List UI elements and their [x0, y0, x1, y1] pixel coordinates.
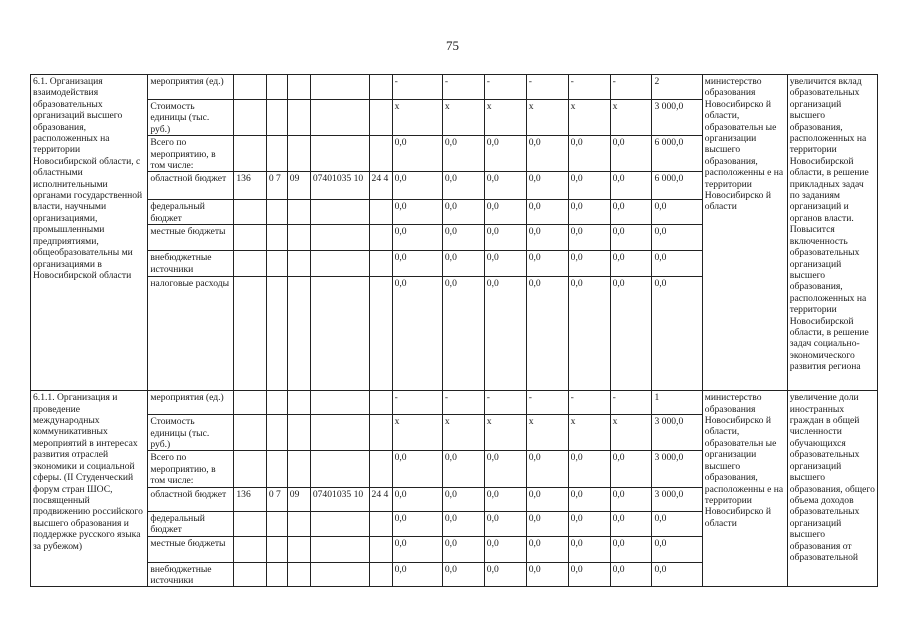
year-3-value: 0,0: [484, 487, 526, 511]
year-3-value: 0,0: [484, 562, 526, 587]
section-code: [266, 75, 287, 100]
row-label: местные бюджеты: [148, 225, 234, 251]
year-5-value: 0,0: [568, 251, 610, 277]
row-label: Всего по мероприятию, в том числе:: [148, 451, 234, 487]
total-value: 0,0: [652, 251, 702, 277]
section-code: [266, 536, 287, 562]
row-label: внебюджетные источники: [148, 562, 234, 587]
year-4-value: 0,0: [526, 562, 568, 587]
page-number: 75: [446, 38, 459, 53]
total-value: 0,0: [652, 200, 702, 225]
section-code: [266, 391, 287, 415]
subsection-code: [287, 511, 310, 536]
year-1-value: 0,0: [392, 277, 442, 391]
year-6-value: 0,0: [610, 172, 652, 200]
year-5-value: 0,0: [568, 511, 610, 536]
year-5-value: 0,0: [568, 451, 610, 487]
year-5-value: 0,0: [568, 487, 610, 511]
expense-type-code: [369, 511, 392, 536]
row-label: Стоимость единицы (тыс. руб.): [148, 415, 234, 451]
total-value: 1: [652, 391, 702, 415]
target-code: [310, 277, 369, 391]
year-3-value: 0,0: [484, 277, 526, 391]
grbs-code: [234, 251, 266, 277]
section-code: [266, 415, 287, 451]
expense-type-code: [369, 391, 392, 415]
target-code: [310, 225, 369, 251]
total-value: 0,0: [652, 511, 702, 536]
total-value: 6 000,0: [652, 136, 702, 172]
subsection-code: [287, 277, 310, 391]
year-6-value: x: [610, 100, 652, 136]
target-code: 07401035 10: [310, 487, 369, 511]
year-1-value: 0,0: [392, 225, 442, 251]
target-code: [310, 251, 369, 277]
year-6-value: -: [610, 391, 652, 415]
year-2-value: x: [442, 100, 484, 136]
row-label: Стоимость единицы (тыс. руб.): [148, 100, 234, 136]
year-1-value: 0,0: [392, 511, 442, 536]
year-4-value: -: [526, 75, 568, 100]
section-code: [266, 136, 287, 172]
subsection-code: [287, 136, 310, 172]
expense-type-code: [369, 277, 392, 391]
target-code: [310, 136, 369, 172]
subsection-code: [287, 451, 310, 487]
year-3-value: 0,0: [484, 451, 526, 487]
row-label: областной бюджет: [148, 172, 234, 200]
expense-type-code: [369, 562, 392, 587]
year-6-value: 0,0: [610, 225, 652, 251]
year-1-value: x: [392, 415, 442, 451]
year-5-value: x: [568, 100, 610, 136]
year-4-value: 0,0: [526, 200, 568, 225]
subsection-code: 09: [287, 172, 310, 200]
row-label: налоговые расходы: [148, 277, 234, 391]
expense-type-code: [369, 415, 392, 451]
grbs-code: [234, 562, 266, 587]
section-code: [266, 200, 287, 225]
row-label: Всего по мероприятию, в том числе:: [148, 136, 234, 172]
year-6-value: x: [610, 415, 652, 451]
row-label: областной бюджет: [148, 487, 234, 511]
year-6-value: 0,0: [610, 511, 652, 536]
year-1-value: 0,0: [392, 536, 442, 562]
year-6-value: 0,0: [610, 487, 652, 511]
year-1-value: 0,0: [392, 451, 442, 487]
row-label: местные бюджеты: [148, 536, 234, 562]
year-2-value: 0,0: [442, 487, 484, 511]
year-1-value: -: [392, 391, 442, 415]
grbs-code: [234, 200, 266, 225]
year-4-value: -: [526, 391, 568, 415]
year-2-value: 0,0: [442, 200, 484, 225]
target-code: [310, 391, 369, 415]
row-label: внебюджетные источники: [148, 251, 234, 277]
year-3-value: x: [484, 100, 526, 136]
year-4-value: 0,0: [526, 251, 568, 277]
year-3-value: 0,0: [484, 172, 526, 200]
target-code: [310, 536, 369, 562]
year-6-value: 0,0: [610, 451, 652, 487]
grbs-code: 136: [234, 487, 266, 511]
expense-type-code: [369, 100, 392, 136]
year-5-value: 0,0: [568, 172, 610, 200]
year-4-value: 0,0: [526, 536, 568, 562]
year-3-value: 0,0: [484, 200, 526, 225]
year-3-value: 0,0: [484, 536, 526, 562]
year-2-value: -: [442, 75, 484, 100]
executor-cell: министерство образования Новосибирско й области, образовательн ые организации высшего образования, расположенны е на территории Новосибирско й области: [702, 75, 787, 391]
target-code: 07401035 10: [310, 172, 369, 200]
expense-type-code: [369, 75, 392, 100]
year-5-value: 0,0: [568, 536, 610, 562]
expense-type-code: [369, 251, 392, 277]
year-2-value: 0,0: [442, 172, 484, 200]
total-value: 0,0: [652, 225, 702, 251]
expense-type-code: [369, 536, 392, 562]
year-1-value: 0,0: [392, 487, 442, 511]
total-value: 0,0: [652, 536, 702, 562]
year-2-value: 0,0: [442, 277, 484, 391]
row-label: федеральный бюджет: [148, 200, 234, 225]
expense-type-code: [369, 200, 392, 225]
grbs-code: [234, 277, 266, 391]
year-3-value: -: [484, 391, 526, 415]
year-1-value: 0,0: [392, 562, 442, 587]
expense-type-code: [369, 136, 392, 172]
year-1-value: x: [392, 100, 442, 136]
section-code: [266, 225, 287, 251]
year-3-value: x: [484, 415, 526, 451]
total-value: 3 000,0: [652, 415, 702, 451]
expense-type-code: 24 4: [369, 172, 392, 200]
grbs-code: [234, 451, 266, 487]
year-3-value: 0,0: [484, 136, 526, 172]
section-code: 0 7: [266, 487, 287, 511]
year-3-value: -: [484, 75, 526, 100]
expense-type-code: 24 4: [369, 487, 392, 511]
year-1-value: 0,0: [392, 136, 442, 172]
year-2-value: 0,0: [442, 225, 484, 251]
target-code: [310, 451, 369, 487]
subsection-code: [287, 415, 310, 451]
target-code: [310, 511, 369, 536]
year-4-value: 0,0: [526, 487, 568, 511]
year-1-value: 0,0: [392, 200, 442, 225]
target-code: [310, 415, 369, 451]
expected-result-cell: увеличение доли иностранных граждан в общей численности обучающихся образовательных организаций высшего образования, общего объема доходов образовательных организаций высшего образования от образовательной: [787, 391, 877, 587]
subsection-code: 09: [287, 487, 310, 511]
year-4-value: x: [526, 100, 568, 136]
year-5-value: 0,0: [568, 277, 610, 391]
year-1-value: 0,0: [392, 172, 442, 200]
year-6-value: 0,0: [610, 251, 652, 277]
year-2-value: 0,0: [442, 536, 484, 562]
year-4-value: 0,0: [526, 225, 568, 251]
year-3-value: 0,0: [484, 251, 526, 277]
year-1-value: 0,0: [392, 251, 442, 277]
total-value: 3 000,0: [652, 100, 702, 136]
year-6-value: 0,0: [610, 136, 652, 172]
activity-name-cell: 6.1.1. Организация и проведение международных коммуникативных мероприятий в интересах развития отраслей экономики и социальной сферы. (II Студенческий форум стран ШОС, посвященный продвижению российского высшего образования и поддержке русского языка за рубежом): [31, 391, 148, 587]
year-2-value: x: [442, 415, 484, 451]
target-code: [310, 100, 369, 136]
subsection-code: [287, 75, 310, 100]
activity-name-cell: 6.1. Организация взаимодействия образовательных организаций высшего образования, расположенных на территории Новосибирской области, с областными исполнительными органами государственной власти, научными организациями, промышленными предприятиями, общеобразовательны ми организациями в Новосибирской области: [31, 75, 148, 391]
grbs-code: [234, 225, 266, 251]
grbs-code: [234, 75, 266, 100]
table-row: [31, 391, 878, 415]
year-5-value: 0,0: [568, 136, 610, 172]
year-5-value: 0,0: [568, 225, 610, 251]
year-5-value: 0,0: [568, 562, 610, 587]
subsection-code: [287, 391, 310, 415]
section-code: [266, 277, 287, 391]
total-value: 3 000,0: [652, 487, 702, 511]
subsection-code: [287, 100, 310, 136]
year-6-value: 0,0: [610, 536, 652, 562]
row-label: мероприятия (ед.): [148, 75, 234, 100]
grbs-code: 136: [234, 172, 266, 200]
subsection-code: [287, 200, 310, 225]
year-4-value: 0,0: [526, 511, 568, 536]
row-label: мероприятия (ед.): [148, 391, 234, 415]
expense-type-code: [369, 451, 392, 487]
table-row: [31, 75, 878, 100]
year-3-value: 0,0: [484, 225, 526, 251]
executor-cell: министерство образования Новосибирско й области, образовательн ые организации высшего образования, расположенны е на территории Новосибирско й области: [702, 391, 787, 587]
section-code: [266, 511, 287, 536]
year-2-value: -: [442, 391, 484, 415]
year-2-value: 0,0: [442, 562, 484, 587]
year-4-value: 0,0: [526, 451, 568, 487]
total-value: 0,0: [652, 562, 702, 587]
year-4-value: x: [526, 415, 568, 451]
year-5-value: -: [568, 75, 610, 100]
year-2-value: 0,0: [442, 511, 484, 536]
section-code: [266, 251, 287, 277]
year-6-value: 0,0: [610, 562, 652, 587]
target-code: [310, 562, 369, 587]
grbs-code: [234, 415, 266, 451]
year-1-value: -: [392, 75, 442, 100]
subsection-code: [287, 562, 310, 587]
grbs-code: [234, 136, 266, 172]
expense-type-code: [369, 225, 392, 251]
year-4-value: 0,0: [526, 277, 568, 391]
year-3-value: 0,0: [484, 511, 526, 536]
year-2-value: 0,0: [442, 451, 484, 487]
year-6-value: 0,0: [610, 277, 652, 391]
year-5-value: x: [568, 415, 610, 451]
year-2-value: 0,0: [442, 251, 484, 277]
grbs-code: [234, 536, 266, 562]
year-6-value: -: [610, 75, 652, 100]
target-code: [310, 200, 369, 225]
total-value: 3 000,0: [652, 451, 702, 487]
target-code: [310, 75, 369, 100]
subsection-code: [287, 225, 310, 251]
grbs-code: [234, 511, 266, 536]
subsection-code: [287, 536, 310, 562]
total-value: 0,0: [652, 277, 702, 391]
year-2-value: 0,0: [442, 136, 484, 172]
grbs-code: [234, 391, 266, 415]
subsection-code: [287, 251, 310, 277]
grbs-code: [234, 100, 266, 136]
section-code: [266, 562, 287, 587]
section-code: [266, 100, 287, 136]
year-6-value: 0,0: [610, 200, 652, 225]
total-value: 6 000,0: [652, 172, 702, 200]
year-4-value: 0,0: [526, 136, 568, 172]
section-code: 0 7: [266, 172, 287, 200]
row-label: федеральный бюджет: [148, 511, 234, 536]
section-code: [266, 451, 287, 487]
year-5-value: -: [568, 391, 610, 415]
year-5-value: 0,0: [568, 200, 610, 225]
total-value: 2: [652, 75, 702, 100]
year-4-value: 0,0: [526, 172, 568, 200]
budget-table: [30, 74, 878, 587]
expected-result-cell: увеличится вклад образовательных организаций высшего образования, расположенных на территории Новосибирской области, в решение прикладных задач по заданиям организаций и органов власти. Повысится включенность образовательных организаций высшего образования, расположенных на территории Новосибирской области, в решение задач социально-экономического развития региона: [787, 75, 877, 391]
